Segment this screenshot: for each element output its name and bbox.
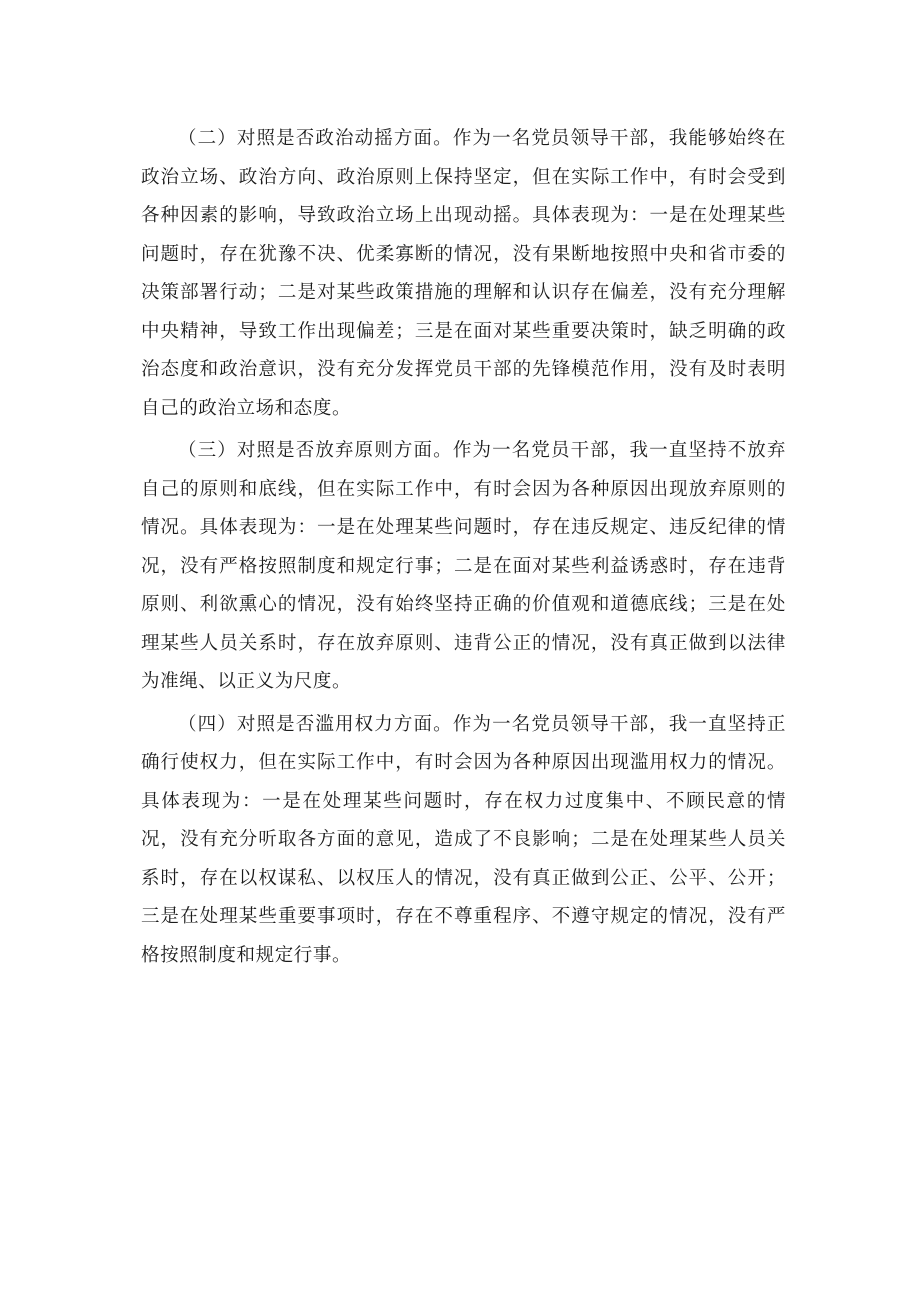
paragraph-abandon-principles: （三）对照是否放弃原则方面。作为一名党员干部，我一直坚持不放弃自己的原则和底线，但在实际工作中，有时会因为各种原因出现放弃原则的情况。具体表现为：一是在处理某些问题时，存在违反规定、违反纪律的情况，没有严格按照制度和规定行事；二是在面对某些利益诱惑时，存在违背原则、利欲熏心的情况，没有始终坚持正确的价值观和道德底线；三是在处理某些人员关系时，存在放弃原则、违背公正的情况，没有真正做到以法律为准绳、以正义为尺度。 xyxy=(141,440,786,692)
paragraph-abuse-of-power: （四）对照是否滥用权力方面。作为一名党员领导干部，我一直坚持正确行使权力，但在实际工作中，有时会因为各种原因出现滥用权力的情况。具体表现为：一是在处理某些问题时，存在权力过度集中、不顾民意的情况，没有充分听取各方面的意见，造成了不良影响；二是在处理某些人员关系时，存在以权谋私、以权压人的情况，没有真正做到公正、公平、公开；三是在处理某些重要事项时，存在不尊重程序、不遵守规定的情况，没有严格按照制度和规定行事。 xyxy=(141,713,786,966)
document-body xyxy=(141,120,786,975)
paragraph-political-wavering: （二）对照是否政治动摇方面。作为一名党员领导干部，我能够始终在政治立场、政治方向、政治原则上保持坚定，但在实际工作中，有时会受到各种因素的影响，导致政治立场上出现动摇。具体表现为：一是在处理某些问题时，存在犹豫不决、优柔寡断的情况，没有果断地按照中央和省市委的决策部署行动；二是对某些政策措施的理解和认识存在偏差，没有充分理解中央精神，导致工作出现偏差；三是在面对某些重要决策时，缺乏明确的政治态度和政治意识，没有充分发挥党员干部的先锋模范作用，没有及时表明自己的政治立场和态度。 xyxy=(141,128,786,419)
